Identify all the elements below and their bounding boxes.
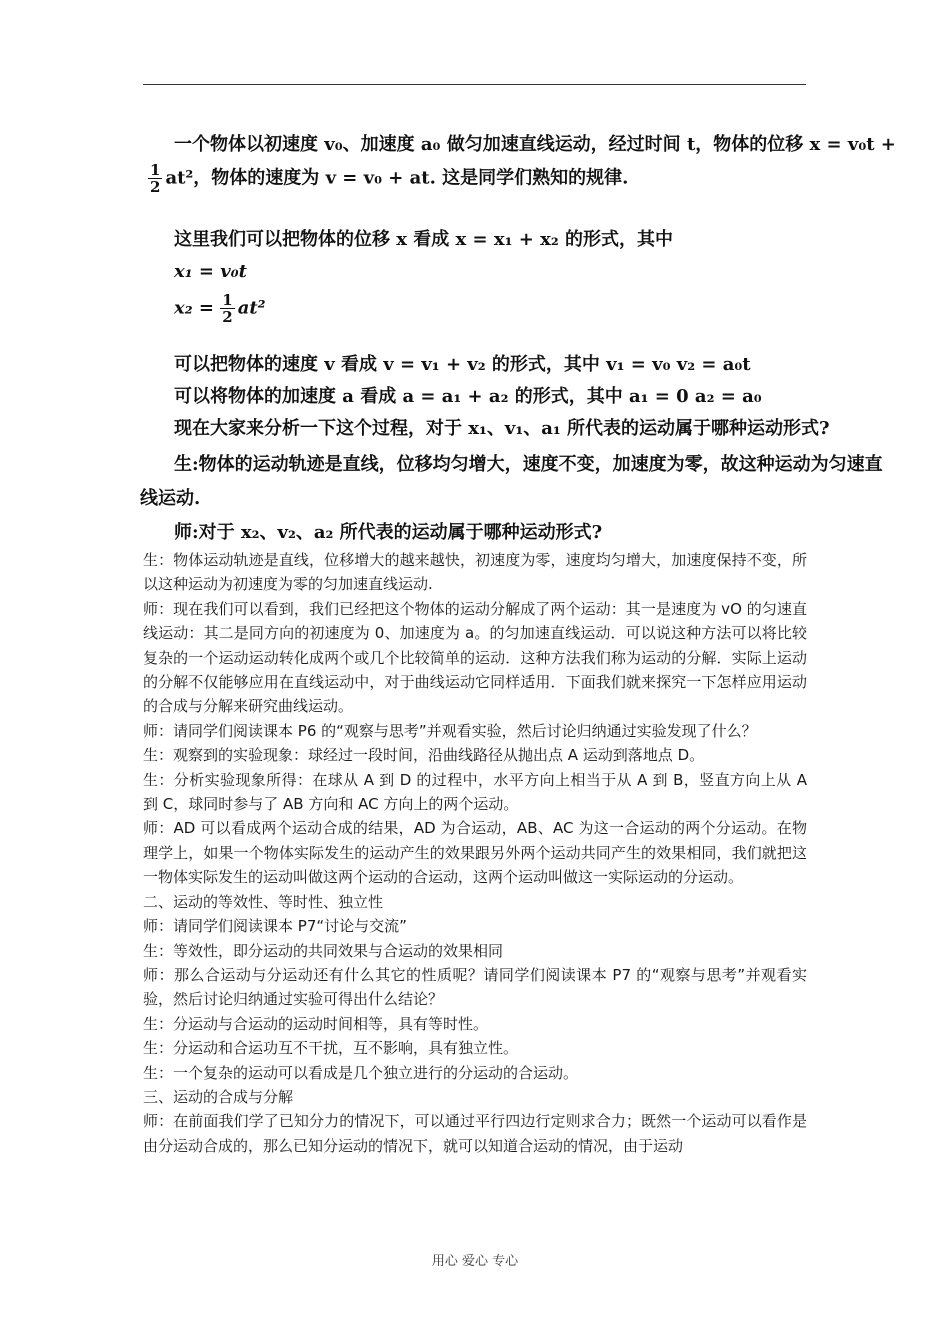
section-heading: 二、运动的等效性、等时性、独立性: [143, 892, 384, 911]
scan-line-2: $\frac{1}{2}$ at²，物体的速度为 v = v₀ + at. 这是同学们熟知的规律.: [150, 161, 629, 196]
paragraph: 生：分析实验现象所得：在球从 A 到 D 的过程中，水平方向上相当于从 A 到 B，竖直方向上从 A 到 C，球同时参与了 AB 方向和 AC 方向上的两个运动。: [143, 770, 807, 814]
scan-line-5: x₂ = $\frac{1}{2}$ at²: [174, 291, 266, 326]
page-footer: 用心 爱心 专心: [431, 1254, 519, 1269]
section-heading: 三、运动的合成与分解: [143, 1087, 294, 1106]
scan-line-4: x₁ = v₀t: [174, 261, 247, 282]
paragraph: 师：请同学们阅读课本 P7“讨论与交流”: [143, 917, 407, 936]
paragraph: 师：请同学们阅读课本 P6 的“观察与思考”并观看实验，然后讨论归纳通过实验发现了什么？: [143, 721, 757, 740]
fraction-half: $\frac{1}{2}$: [150, 161, 161, 196]
paragraph: 生：分运动和合运功互不干扰，互不影响，具有独立性。: [143, 1039, 519, 1058]
scan-line-8: 现在大家来分析一下这个过程，对于 x₁、v₁、a₁ 所代表的运动属于哪种运动形式?: [174, 418, 830, 439]
scan-line-7: 可以将物体的加速度 a 看成 a = a₁ + a₂ 的形式，其中 a₁ = 0 a₂ = a₀: [174, 386, 762, 407]
paragraph: 生：一个复杂的运动可以看成是几个独立进行的分运动的合运动。: [143, 1063, 579, 1082]
scan-line-1: 一个物体以初速度 v₀、加速度 a₀ 做匀加速直线运动，经过时间 t，物体的位移 x = v₀t +: [174, 134, 896, 155]
paragraph: 师：AD 可以看成两个运动合成的结果，AD 为合运动，AB、AC 为这一合运动的两个分运动。在物理学上，如果一个物体实际发生的运动产生的效果跟另外两个运动共同产生的效果相同，我们就把这一物体实际发生的运动叫做这两个运动的合运动，这两个运动叫做这一实际运动的分运动。: [143, 819, 807, 887]
paragraph: 生：等效性，即分运动的共同效果与合运动的效果相同: [143, 941, 504, 960]
scan-line-9: 生:物体的运动轨迹是直线，位移均匀增大，速度不变，加速度为零，故这种运动为匀速直: [174, 454, 883, 475]
scanned-excerpt: [140, 112, 896, 552]
scan-line-10: 线运动.: [140, 488, 201, 509]
paragraph: 师：现在我们可以看到，我们已经把这个物体的运动分解成了两个运动：其一是速度为 vO 的匀速直线运动：其二是同方向的初速度为 0、加速度为 a。的匀加速直线运动．可以说这种方法可以将比较复杂的一个运动运动转化成两个或几个比较简单的运动．这种方法我们称为运动的分解．实际上运动的分解不仅能够应用在直线运动中，对于曲线运动它同样适用．下面我们就来探究一下怎样应用运动的合成与分解来研究曲线运动。: [143, 599, 807, 716]
paragraph: 师：在前面我们学了已知分力的情况下，可以通过平行四边行定则求合力；既然一个运动可以看作是由分运动合成的，那么已知分运动的情况下，就可以知道合运动的情况，由于运动: [143, 1112, 807, 1155]
scan-line-3: 这里我们可以把物体的位移 x 看成 x = x₁ + x₂ 的形式，其中: [174, 229, 673, 250]
header-rule: [143, 84, 806, 85]
scan-line-11: 师:对于 x₂、v₂、a₂ 所代表的运动属于哪种运动形式?: [174, 522, 603, 543]
lesson-text: [143, 548, 807, 1158]
paragraph: 生：物体运动轨迹是直线，位移增大的越来越快，初速度为零，速度均匀增大，加速度保持不变，所以这种运动为初速度为零的匀加速直线运动.: [143, 551, 807, 594]
paragraph: 生：观察到的实验现象：球经过一段时间，沿曲线路径从抛出点 A 运动到落地点 D。: [143, 746, 705, 765]
scan-line-6: 可以把物体的速度 v 看成 v = v₁ + v₂ 的形式，其中 v₁ = v₀ v₂ = a₀t: [174, 354, 751, 375]
paragraph: 师：那么合运动与分运动还有什么其它的性质呢？请同学们阅读课本 P7 的“观察与思考”并观看实验，然后讨论归纳通过实验可得出什么结论？: [143, 965, 807, 1009]
fraction-half-2: $\frac{1}{2}$: [222, 291, 233, 326]
paragraph: 生：分运动与合运动的运动时间相等，具有等时性。: [143, 1014, 489, 1033]
